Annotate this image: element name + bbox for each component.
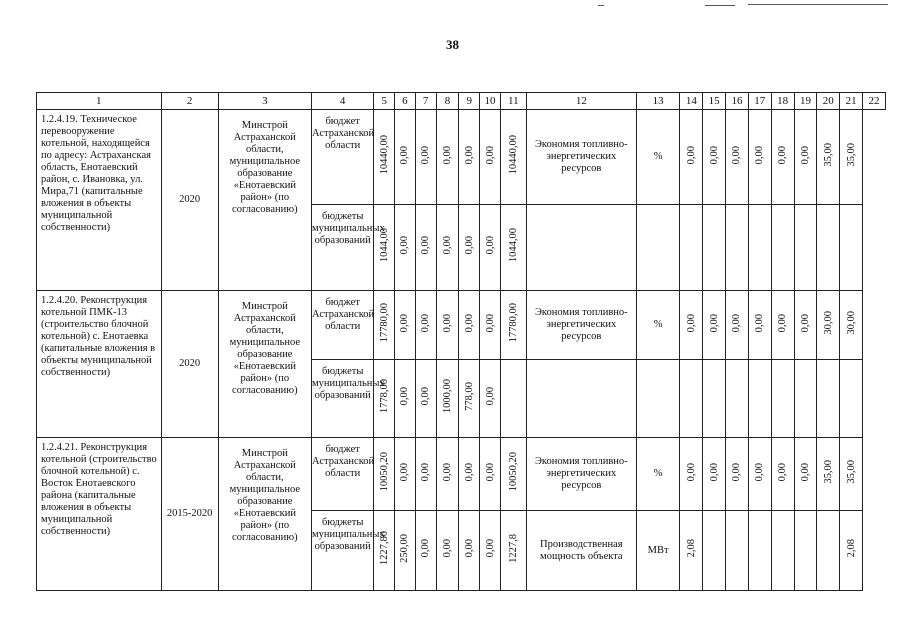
funding-value: 1044,00 xyxy=(507,228,519,263)
column-number: 18 xyxy=(771,93,794,110)
indicator-name: Производственная мощность объекта xyxy=(526,511,636,591)
measure-name: 1.2.4.21. Реконструкция котельной (строительство блочной котельной) с. Восток Енотаевского района (капитальные вложения в объекты муниципальной собственности) xyxy=(37,438,162,591)
measure-name: 1.2.4.19. Техническое перевооружение котельной, находящейся по адресу: Астраханская область, Енотаевский район, с. Ивановка, ул. Мира,71 (капитальные вложения в объекты муниципальной собственности) xyxy=(37,110,162,291)
indicator-value-cell xyxy=(703,438,726,511)
funding-value: 0,00 xyxy=(420,462,432,482)
indicator-value-cell xyxy=(771,291,794,360)
indicator-value-cell xyxy=(794,360,817,438)
funding-value: 0,00 xyxy=(463,462,475,482)
funding-value: 0,00 xyxy=(399,313,411,333)
column-number: 12 xyxy=(526,93,636,110)
funding-value: 0,00 xyxy=(484,236,496,255)
indicator-value-cell xyxy=(748,511,771,591)
funding-value-cell xyxy=(480,511,501,591)
funding-value: 0,00 xyxy=(399,387,411,406)
funding-value-cell xyxy=(395,205,416,291)
funding-source: бюджет Астраханской области xyxy=(312,110,374,205)
indicator-value: 0,00 xyxy=(777,313,789,333)
funding-value-cell xyxy=(415,110,436,205)
funding-value-cell xyxy=(459,291,480,360)
indicator-name xyxy=(526,360,636,438)
funding-source: бюджеты муниципальных образований xyxy=(312,511,374,591)
funding-value: 250,00 xyxy=(399,534,411,563)
funding-value: 0,00 xyxy=(463,145,475,165)
funding-value-cell xyxy=(459,205,480,291)
indicator-value-cell xyxy=(726,291,749,360)
funding-value: 1778,00 xyxy=(378,379,390,414)
funding-value-cell xyxy=(395,438,416,511)
indicator-name: Экономия топливно-энергетических ресурсов xyxy=(526,438,636,511)
indicator-value: 35,00 xyxy=(822,460,834,484)
column-number: 19 xyxy=(794,93,817,110)
column-number: 15 xyxy=(703,93,726,110)
indicator-value: 0,00 xyxy=(799,145,811,165)
column-number: 20 xyxy=(817,93,840,110)
funding-value-cell xyxy=(436,291,459,360)
indicator-value: 0,00 xyxy=(777,462,789,482)
indicator-value: 0,00 xyxy=(754,462,766,482)
funding-value-cell xyxy=(395,360,416,438)
measure-period: 2020 xyxy=(161,110,218,291)
funding-value: 10440,00 xyxy=(507,135,519,175)
funding-value-cell xyxy=(500,205,526,291)
funding-value: 10050,20 xyxy=(378,452,390,492)
funding-value: 0,00 xyxy=(441,145,453,165)
measure-period: 2020 xyxy=(161,291,218,438)
column-number: 4 xyxy=(312,93,374,110)
indicator-value-cell xyxy=(680,360,703,438)
indicator-unit: % xyxy=(636,291,680,360)
indicator-value-cell xyxy=(703,291,726,360)
column-number: 8 xyxy=(436,93,459,110)
indicator-value-cell xyxy=(840,205,863,291)
indicator-value-cell xyxy=(703,511,726,591)
column-number: 17 xyxy=(748,93,771,110)
funding-value-cell xyxy=(374,291,395,360)
funding-value: 1044,00 xyxy=(378,228,390,263)
indicator-value: 0,00 xyxy=(708,462,720,482)
funding-value-cell xyxy=(415,438,436,511)
funding-value: 10050,20 xyxy=(507,452,519,492)
funding-value-cell xyxy=(480,291,501,360)
funding-value: 17780,00 xyxy=(507,303,519,343)
table-row xyxy=(37,291,886,360)
indicator-value-cell xyxy=(840,360,863,438)
funding-value-cell xyxy=(459,438,480,511)
funding-value-cell xyxy=(459,110,480,205)
indicator-value: 0,00 xyxy=(731,313,743,333)
measure-executor: Минстрой Астраханской области, муниципальное образование «Енотаевский район» (по согласованию) xyxy=(218,291,311,438)
funding-value-cell xyxy=(436,511,459,591)
funding-value: 0,00 xyxy=(420,387,432,406)
indicator-value: 0,00 xyxy=(708,313,720,333)
column-number: 7 xyxy=(415,93,436,110)
indicator-unit xyxy=(636,205,680,291)
indicator-value: 35,00 xyxy=(845,143,857,167)
funding-value: 0,00 xyxy=(484,387,496,406)
funding-value-cell xyxy=(500,291,526,360)
indicator-value: 0,00 xyxy=(685,145,697,165)
indicator-value-cell xyxy=(840,438,863,511)
indicator-value-cell xyxy=(748,110,771,205)
indicator-value: 0,00 xyxy=(731,145,743,165)
column-number: 13 xyxy=(636,93,680,110)
indicator-value-cell xyxy=(794,110,817,205)
indicator-value-cell xyxy=(771,205,794,291)
funding-value-cell xyxy=(500,438,526,511)
indicator-name xyxy=(526,205,636,291)
funding-source: бюджеты муниципальных образований xyxy=(312,205,374,291)
funding-source: бюджеты муниципальных образований xyxy=(312,360,374,438)
indicator-value-cell xyxy=(726,205,749,291)
table-row xyxy=(37,438,886,511)
indicator-value-cell xyxy=(680,291,703,360)
indicator-value-cell xyxy=(840,511,863,591)
indicator-value-cell xyxy=(726,110,749,205)
funding-value: 10440,00 xyxy=(378,135,390,175)
funding-value-cell xyxy=(459,360,480,438)
funding-value: 0,00 xyxy=(484,539,496,558)
column-number: 1 xyxy=(37,93,162,110)
funding-value: 778,00 xyxy=(463,382,475,411)
funding-source: бюджет Астраханской области xyxy=(312,438,374,511)
funding-value: 0,00 xyxy=(484,462,496,482)
indicator-value: 0,00 xyxy=(685,462,697,482)
funding-value: 0,00 xyxy=(420,313,432,333)
indicator-value: 35,00 xyxy=(845,460,857,484)
funding-value-cell xyxy=(415,511,436,591)
indicator-value-cell xyxy=(748,205,771,291)
indicator-value: 0,00 xyxy=(777,145,789,165)
funding-value: 0,00 xyxy=(420,539,432,558)
funding-value: 0,00 xyxy=(463,236,475,255)
funding-value-cell xyxy=(480,205,501,291)
funding-value: 0,00 xyxy=(420,145,432,165)
funding-value-cell xyxy=(480,438,501,511)
column-number: 6 xyxy=(395,93,416,110)
column-number: 16 xyxy=(726,93,749,110)
program-table xyxy=(36,92,886,591)
indicator-value-cell xyxy=(748,360,771,438)
indicator-unit xyxy=(636,360,680,438)
funding-value: 0,00 xyxy=(399,145,411,165)
indicator-value-cell xyxy=(840,291,863,360)
funding-value: 17780,00 xyxy=(378,303,390,343)
funding-source: бюджет Астраханской области xyxy=(312,291,374,360)
column-number: 22 xyxy=(863,93,886,110)
page-number: 38 xyxy=(446,37,459,52)
indicator-value: 0,00 xyxy=(685,313,697,333)
indicator-value-cell xyxy=(726,438,749,511)
indicator-value-cell xyxy=(680,438,703,511)
funding-value: 0,00 xyxy=(441,539,453,558)
indicator-value-cell xyxy=(794,511,817,591)
indicator-unit: % xyxy=(636,438,680,511)
column-number: 2 xyxy=(161,93,218,110)
measure-period: 2015-2020 xyxy=(161,438,218,591)
column-number: 11 xyxy=(500,93,526,110)
funding-value-cell xyxy=(395,511,416,591)
column-number: 9 xyxy=(459,93,480,110)
funding-value: 0,00 xyxy=(463,539,475,558)
funding-value-cell xyxy=(374,205,395,291)
indicator-value-cell xyxy=(726,511,749,591)
indicator-value-cell xyxy=(817,438,840,511)
indicator-value-cell xyxy=(726,360,749,438)
indicator-value-cell xyxy=(817,360,840,438)
funding-value: 0,00 xyxy=(420,236,432,255)
funding-value: 0,00 xyxy=(441,462,453,482)
indicator-value: 30,00 xyxy=(845,311,857,335)
indicator-value: 2,08 xyxy=(845,539,857,558)
indicator-unit: МВт xyxy=(636,511,680,591)
indicator-value-cell xyxy=(771,438,794,511)
indicator-value-cell xyxy=(817,205,840,291)
indicator-unit: % xyxy=(636,110,680,205)
column-number: 5 xyxy=(374,93,395,110)
column-number: 14 xyxy=(680,93,703,110)
funding-value: 0,00 xyxy=(484,313,496,333)
table-row xyxy=(37,110,886,205)
column-number: 3 xyxy=(218,93,311,110)
indicator-value: 0,00 xyxy=(731,462,743,482)
indicator-value: 0,00 xyxy=(754,145,766,165)
column-number: 10 xyxy=(480,93,501,110)
funding-value-cell xyxy=(500,360,526,438)
indicator-value-cell xyxy=(680,511,703,591)
funding-value: 0,00 xyxy=(399,462,411,482)
funding-value-cell xyxy=(436,205,459,291)
funding-value-cell xyxy=(374,438,395,511)
indicator-value: 0,00 xyxy=(799,462,811,482)
indicator-value-cell xyxy=(817,110,840,205)
indicator-value: 0,00 xyxy=(799,313,811,333)
funding-value: 0,00 xyxy=(441,236,453,255)
funding-value-cell xyxy=(374,110,395,205)
indicator-value-cell xyxy=(794,205,817,291)
measure-name: 1.2.4.20. Реконструкция котельной ПМК-13 (строительство блочной котельной) с. Енотаевка (капитальные вложения в объекты муниципальной собственности) xyxy=(37,291,162,438)
indicator-value-cell xyxy=(817,511,840,591)
funding-value-cell xyxy=(436,110,459,205)
column-number: 21 xyxy=(840,93,863,110)
funding-value: 1227,80 xyxy=(378,531,390,566)
funding-value-cell xyxy=(374,511,395,591)
funding-value: 0,00 xyxy=(399,236,411,255)
indicator-name: Экономия топливно-энергетических ресурсов xyxy=(526,291,636,360)
scan-mark xyxy=(705,5,735,6)
indicator-value-cell xyxy=(771,511,794,591)
indicator-name: Экономия топливно-энергетических ресурсов xyxy=(526,110,636,205)
indicator-value-cell xyxy=(703,205,726,291)
funding-value: 1227,8 xyxy=(507,534,519,563)
indicator-value-cell xyxy=(771,360,794,438)
indicator-value-cell xyxy=(817,291,840,360)
funding-value-cell xyxy=(459,511,480,591)
indicator-value: 30,00 xyxy=(822,311,834,335)
funding-value-cell xyxy=(395,110,416,205)
indicator-value-cell xyxy=(840,110,863,205)
funding-value: 0,00 xyxy=(463,313,475,333)
funding-value-cell xyxy=(415,205,436,291)
funding-value-cell xyxy=(415,360,436,438)
indicator-value-cell xyxy=(680,205,703,291)
indicator-value-cell xyxy=(771,110,794,205)
scan-mark xyxy=(748,4,888,5)
measure-executor: Минстрой Астраханской области, муниципальное образование «Енотаевский район» (по согласованию) xyxy=(218,438,311,591)
funding-value-cell xyxy=(374,360,395,438)
indicator-value-cell xyxy=(680,110,703,205)
indicator-value-cell xyxy=(794,291,817,360)
funding-value-cell xyxy=(436,360,459,438)
indicator-value-cell xyxy=(748,291,771,360)
indicator-value-cell xyxy=(794,438,817,511)
header-row xyxy=(37,93,886,110)
funding-value-cell xyxy=(436,438,459,511)
indicator-value: 0,00 xyxy=(708,145,720,165)
funding-value-cell xyxy=(480,360,501,438)
scan-mark xyxy=(598,5,604,6)
funding-value-cell xyxy=(415,291,436,360)
indicator-value: 35,00 xyxy=(822,143,834,167)
funding-value-cell xyxy=(500,511,526,591)
funding-value: 0,00 xyxy=(441,313,453,333)
measure-executor: Минстрой Астраханской области, муниципальное образование «Енотаевский район» (по согласованию) xyxy=(218,110,311,291)
indicator-value-cell xyxy=(748,438,771,511)
funding-value: 0,00 xyxy=(484,145,496,165)
funding-value-cell xyxy=(500,110,526,205)
indicator-value: 2,08 xyxy=(685,539,697,558)
indicator-value-cell xyxy=(703,110,726,205)
funding-value-cell xyxy=(480,110,501,205)
funding-value: 1000,00 xyxy=(441,379,453,414)
indicator-value: 0,00 xyxy=(754,313,766,333)
indicator-value-cell xyxy=(703,360,726,438)
funding-value-cell xyxy=(395,291,416,360)
